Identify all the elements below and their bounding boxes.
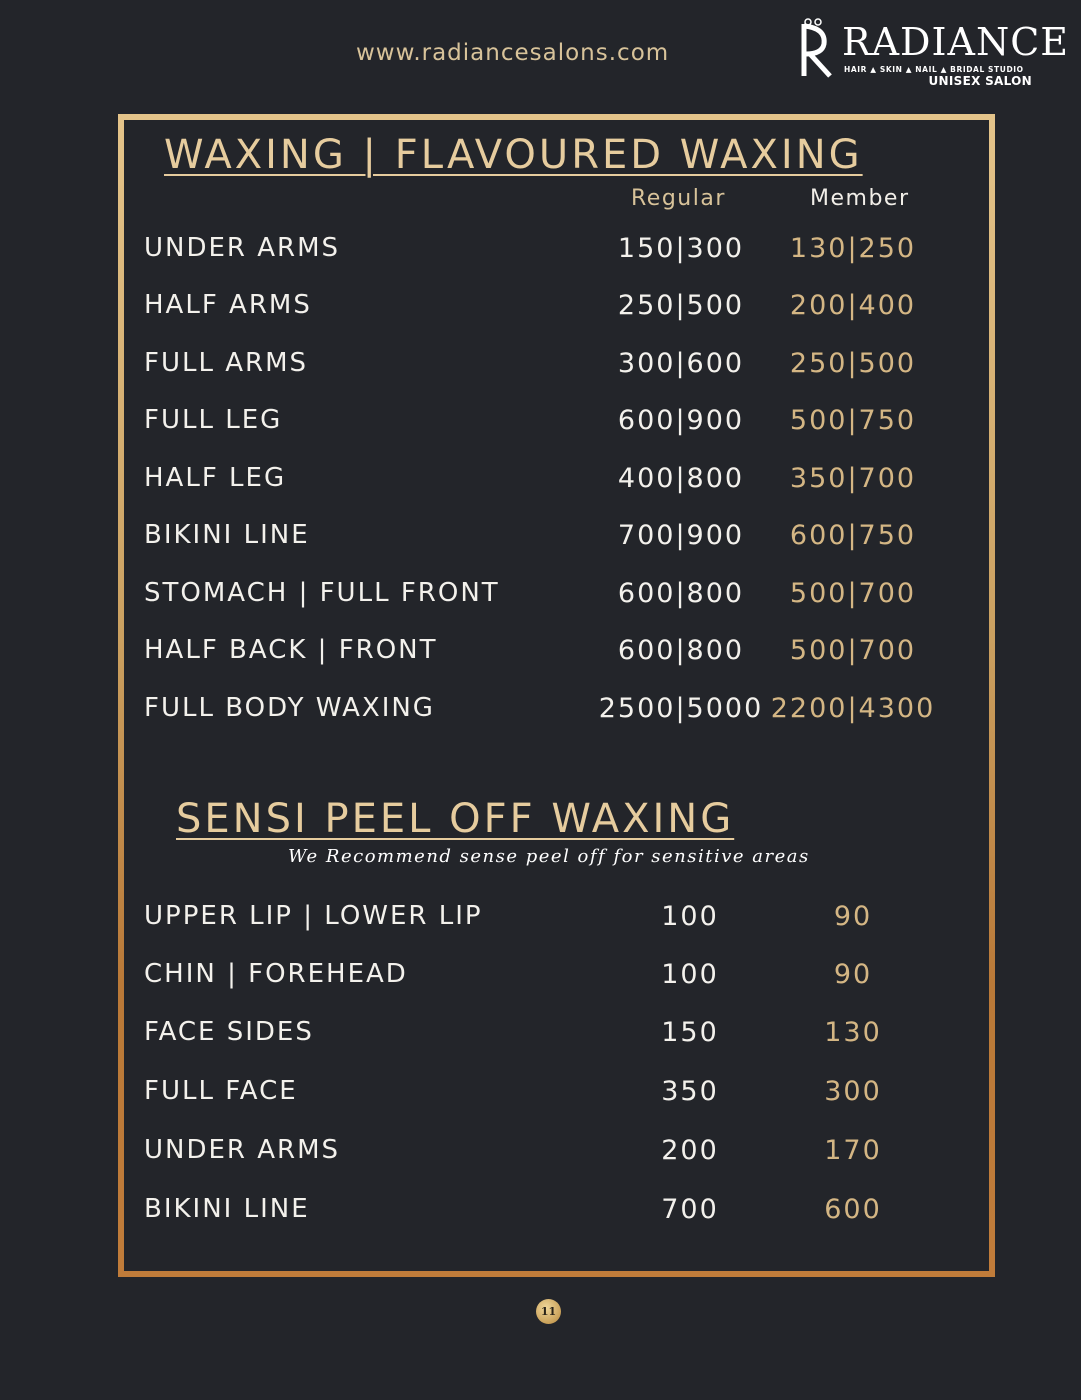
member-price: 90 <box>833 959 873 990</box>
price-row <box>0 1076 1081 1116</box>
price-row <box>0 1135 1081 1175</box>
regular-price: 700|900 <box>617 520 745 551</box>
service-name: UNDER ARMS <box>144 1135 341 1165</box>
service-name: FULL ARMS <box>144 348 309 378</box>
service-name: FULL BODY WAXING <box>144 693 435 723</box>
service-name: UPPER LIP | LOWER LIP <box>144 901 483 931</box>
logo-subtitle: UNISEX SALON <box>928 74 1032 88</box>
service-name: STOMACH | FULL FRONT <box>144 578 500 608</box>
regular-price: 200 <box>661 1135 719 1166</box>
sensi-section-title: SENSI PEEL OFF WAXING <box>176 796 735 842</box>
member-price: 500|750 <box>789 405 917 436</box>
regular-price: 100 <box>661 959 719 990</box>
regular-price: 350 <box>661 1076 719 1107</box>
member-price: 500|700 <box>789 635 917 666</box>
member-price: 250|500 <box>789 348 917 379</box>
member-price: 2200|4300 <box>770 693 936 724</box>
price-row <box>0 405 1081 445</box>
regular-price: 150 <box>661 1017 719 1048</box>
member-price: 200|400 <box>789 290 917 321</box>
member-price: 600|750 <box>789 520 917 551</box>
member-price: 170 <box>824 1135 882 1166</box>
price-row <box>0 1017 1081 1057</box>
service-name: UNDER ARMS <box>144 233 341 263</box>
logo-name: RADIANCE <box>842 20 1070 64</box>
service-name: BIKINI LINE <box>144 520 310 550</box>
radiance-logo <box>796 18 1070 92</box>
regular-price: 250|500 <box>617 290 745 321</box>
logo-tagline: HAIR ▲ SKIN ▲ NAIL ▲ BRIDAL STUDIO <box>844 65 1024 74</box>
service-name: FULL LEG <box>144 405 283 435</box>
service-name: BIKINI LINE <box>144 1194 310 1224</box>
regular-price: 300|600 <box>617 348 745 379</box>
member-price: 130|250 <box>789 233 917 264</box>
scissors-r-logo-icon <box>796 18 840 80</box>
regular-price: 700 <box>661 1194 719 1225</box>
service-name: HALF LEG <box>144 463 287 493</box>
member-price: 600 <box>824 1194 882 1225</box>
service-name: CHIN | FOREHEAD <box>144 959 408 989</box>
price-row <box>0 348 1081 388</box>
regular-price: 400|800 <box>617 463 745 494</box>
service-name: HALF ARMS <box>144 290 312 320</box>
price-row <box>0 578 1081 618</box>
price-row <box>0 901 1081 941</box>
regular-price: 150|300 <box>617 233 745 264</box>
regular-column-header: Regular <box>631 186 726 211</box>
price-row <box>0 233 1081 273</box>
page-number-badge: 11 <box>536 1299 561 1324</box>
service-name: HALF BACK | FRONT <box>144 635 438 665</box>
price-row <box>0 959 1081 999</box>
regular-price: 2500|5000 <box>598 693 764 724</box>
member-price: 500|700 <box>789 578 917 609</box>
regular-price: 600|800 <box>617 578 745 609</box>
website-url[interactable]: www.radiancesalons.com <box>356 40 670 66</box>
member-price: 130 <box>824 1017 882 1048</box>
price-row <box>0 693 1081 733</box>
price-row <box>0 290 1081 330</box>
sensi-recommendation-note: We Recommend sense peel off for sensitive areas <box>288 846 810 867</box>
price-row <box>0 463 1081 503</box>
member-column-header: Member <box>810 186 910 211</box>
waxing-section-title: WAXING | FLAVOURED WAXING <box>164 132 863 178</box>
service-name: FULL FACE <box>144 1076 298 1106</box>
service-name: FACE SIDES <box>144 1017 314 1047</box>
price-row <box>0 520 1081 560</box>
price-row <box>0 635 1081 675</box>
regular-price: 100 <box>661 901 719 932</box>
member-price: 350|700 <box>789 463 917 494</box>
regular-price: 600|900 <box>617 405 745 436</box>
regular-price: 600|800 <box>617 635 745 666</box>
member-price: 90 <box>833 901 873 932</box>
price-row <box>0 1194 1081 1234</box>
member-price: 300 <box>824 1076 882 1107</box>
